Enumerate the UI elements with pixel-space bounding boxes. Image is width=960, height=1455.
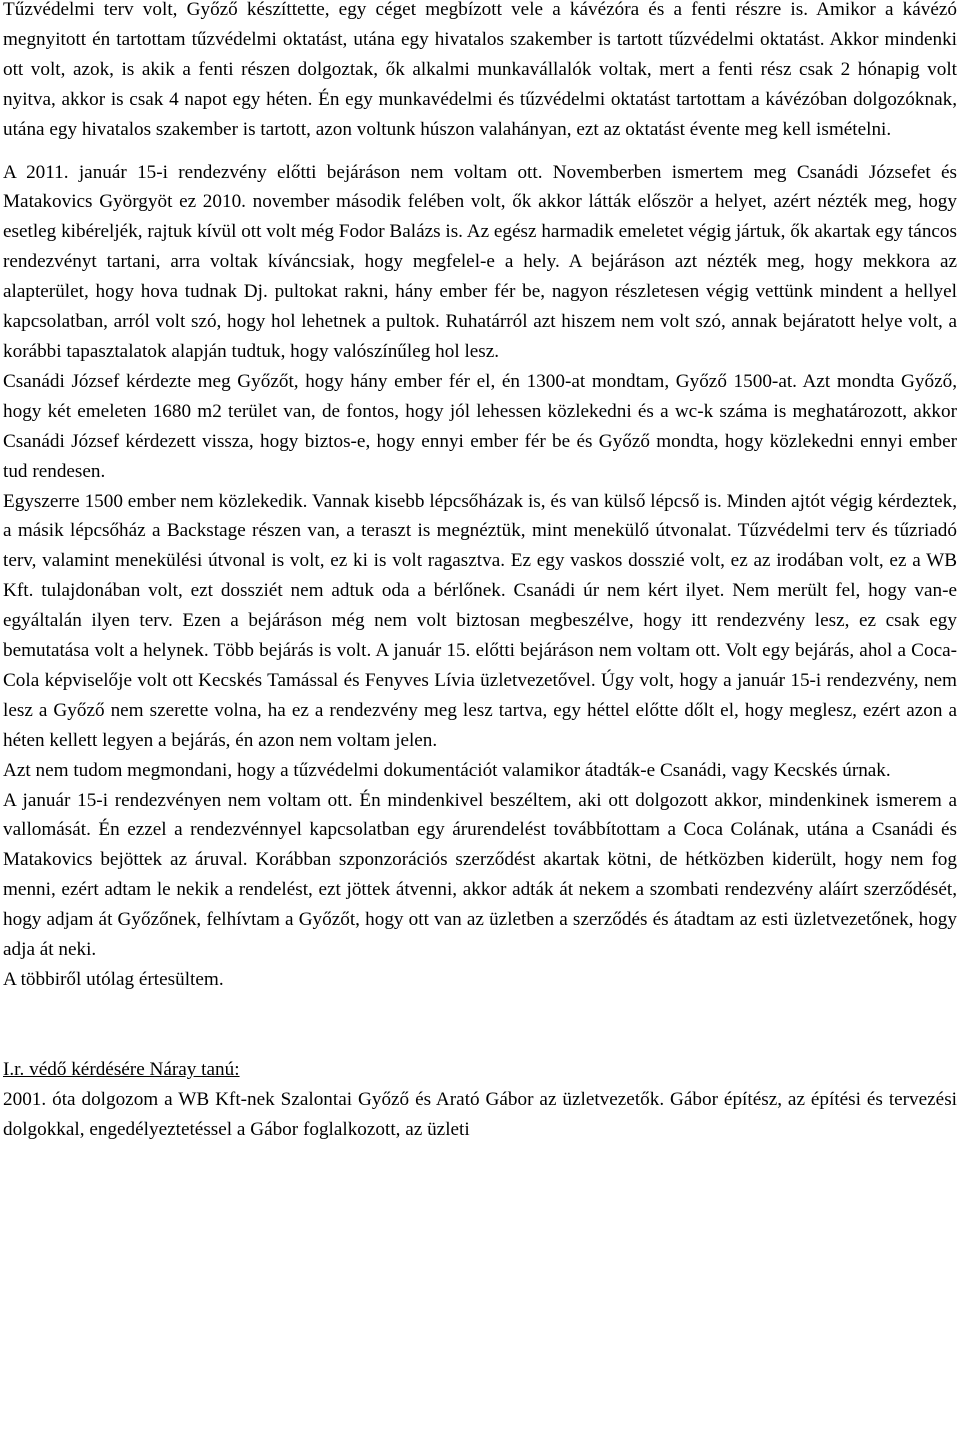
section-heading-text: I.r. védő kérdésére Náray tanú: (3, 1058, 240, 1080)
section-spacer (3, 995, 957, 1055)
paragraph-spacer (3, 145, 957, 158)
paragraph-capacity-question: Csanádi József kérdezte meg Győzőt, hogy hány ember fér el, én 1300-at mondtam, Győző 1500-at. Azt mondta Győző, hogy két emeleten 1680 m2 terület van, de fontos, hogy jól lehessen közlekedni és a wc-k száma is meghatározott, akkor Csanádi József kérdezett vissza, hogy biztos-e, hogy ennyi ember fér be és Győző mondta, hogy közlekedni ennyi ember tud rendesen. (3, 370, 957, 482)
document-page (3, 0, 957, 1145)
paragraph-event-day: A január 15-i rendezvényen nem voltam ott. Én mindenkivel beszéltem, aki ott dolgozott akkor, mindenkinek ismerem a vallomását. Én ezzel a rendezvénnyel kapcsolatban egy árurendelést továbbítottam a Coca Colának, utána a Csanádi és Matakovics bejöttek az áruval. Korábban szponzorációs szerződést akartak kötni, de hétközben kiderült, hogy nem fog menni, ezért adtam le nekik a rendelést, ezt jöttek átvenni, akkor adták át nekem a szombati rendezvény aláírt szerződését, hogy adjam át Győzőnek, felhívtam a Győzőt, hogy ott van az üzletben a szerződés és átadtam az esti üzletvezetőnek, hogy adja át neki. (3, 789, 957, 961)
paragraph-employment: 2001. óta dolgozom a WB Kft-nek Szalontai Győző és Arató Gábor az üzletvezetők. Gábor építész, az építési és tervezési dolgokkal, engedélyeztetéssel a Gábor foglalkozott, az üzleti (3, 1088, 957, 1140)
paragraph-evacuation-routes: Egyszerre 1500 ember nem közlekedik. Vannak kisebb lépcsőházak is, és van külső lépcső is. Minden ajtót végig kérdeztek, a másik lépcsőház a Backstage részen van, a teraszt is megnéztük, mint menekülő útvonalat. Tűzvédelmi terv és tűzriadó terv, valamint menekülési útvonal is volt, ez ki is volt ragasztva. Ez egy vaskos dosszié volt, ez az irodában volt, ez a WB Kft. tulajdonában volt, ezt dossziét nem adtuk oda a bérlőnek. Csanádi úr nem kért ilyet. Nem merült fel, hogy van-e egyáltalán ilyen terv. Ezen a bejáráson még nem volt biztosan megbeszélve, hogy itt rendezvény lesz, ez csak egy bemutatása volt a helynek. Több bejárás is volt. A január 15. előtti bejáráson nem voltam ott. Volt egy bejárás, ahol a Coca-Cola képviselője volt ott Kecskés Tamással és Fenyves Lívia üzletvezetővel. Úgy volt, hogy a január 15-i rendezvény, nem lesz a Győző nem szerette volna, ha ez a rendezvény meg lesz tartva, egy héttel előtte dőlt el, hogy meglesz, ezért azon a héten kellett legyen a bejárás, én azon nem voltam jelen. (3, 490, 957, 751)
paragraph-documentation: Azt nem tudom megmondani, hogy a tűzvédelmi dokumentációt valamikor átadták-e Csanádi, vagy Kecskés úrnak. (3, 759, 891, 781)
paragraph-walkthrough: A 2011. január 15-i rendezvény előtti bejáráson nem voltam ott. Novemberben ismertem meg Csanádi Józsefet és Matakovics Györgyöt ez 2010. november második felében volt, ők akkor látták először a helyet, azért nézték meg, hogy esetleg kibéreljék, rajtuk kívül ott volt még Fodor Balázs is. Az egész harmadik emeletet végig jártuk, ők akartak egy táncos rendezvényt tartani, arra voltak kíváncsiak, hogy megfelel-e a hely. A bejáráson azt nézték meg, hogy mekkora az alapterület, hogy hova tudnak Dj. pultokat rakni, hány ember fér be, nagyon részletesen végig vettünk mindent a hellyel kapcsolatban, arról volt szó, hogy hol lehetnek a pultok. Ruhatárról azt hiszem nem volt szó, annak bejáratott helye volt, a korábbi tapasztalatok alapján tudtuk, hogy valószínűleg hol lesz. (3, 161, 957, 362)
paragraph-learned-later: A többiről utólag értesültem. (3, 969, 224, 990)
section-heading (3, 1055, 957, 1085)
paragraph-fire-safety-plan: Tűzvédelmi terv volt, Győző készíttette, egy céget megbízott vele a kávézóra és a fenti részre is. Amikor a kávézó megnyitott én tartottam tűzvédelmi oktatást, utána egy hivatalos szakember is tartott tűzvédelmi oktatást. Akkor mindenki ott volt, azok, is akik a fenti részen dolgoztak, ők alkalmi munkavállalók voltak, mert a fenti rész csak 2 hónapig volt nyitva, akkor is csak 4 napot egy héten. Én egy munkavédelmi és tűzvédelmi oktatást tartottam a kávézóban dolgozóknak, utána egy hivatalos szakember is tartott, azon voltunk húszon valahányan, ezt az oktatást évente meg kell ismételni. (3, 0, 957, 140)
